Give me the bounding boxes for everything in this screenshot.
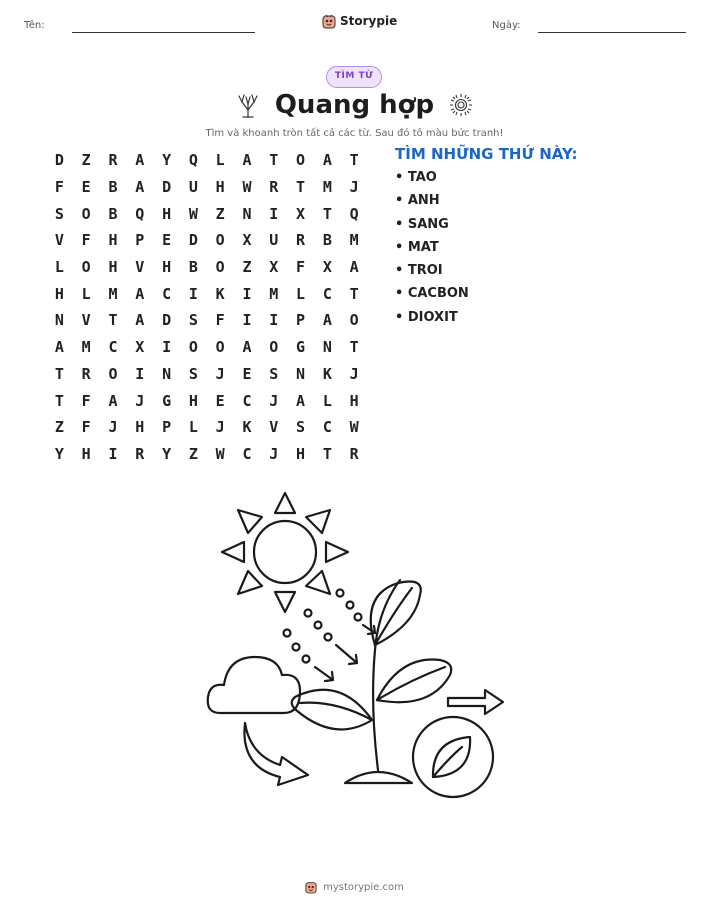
grid-letter[interactable]: H: [188, 391, 198, 410]
footer: [0, 880, 709, 894]
grid-letter[interactable]: F: [54, 178, 64, 197]
grid-letter[interactable]: A: [296, 391, 306, 410]
grid-row: [46, 307, 368, 334]
grid-letter[interactable]: B: [108, 178, 118, 197]
grid-letter[interactable]: F: [296, 258, 306, 277]
grid-letter[interactable]: D: [188, 231, 198, 250]
date-line[interactable]: [538, 32, 686, 33]
grid-letter[interactable]: Y: [162, 151, 172, 170]
grid-letter[interactable]: C: [108, 338, 118, 357]
grid-letter[interactable]: J: [135, 391, 145, 410]
grid-letter[interactable]: Q: [135, 204, 145, 223]
grid-letter[interactable]: C: [322, 418, 332, 437]
word-search-badge: TÌM TỪ: [326, 66, 382, 88]
grid-letter[interactable]: T: [269, 151, 279, 170]
grid-letter[interactable]: V: [269, 418, 279, 437]
grid-letter[interactable]: H: [135, 418, 145, 437]
sun-circle: [254, 521, 316, 583]
brand-logo: [322, 13, 397, 29]
grid-row: [46, 441, 368, 468]
grid-letter[interactable]: C: [162, 284, 172, 303]
grid-letter[interactable]: Q: [188, 151, 198, 170]
word-item: • CACBON: [395, 286, 469, 302]
grid-letter[interactable]: F: [81, 231, 91, 250]
grid-letter[interactable]: K: [322, 364, 332, 383]
grid-letter[interactable]: Y: [162, 444, 172, 463]
grid-letter[interactable]: R: [349, 444, 359, 463]
grid-letter[interactable]: F: [215, 311, 225, 330]
grid-letter[interactable]: V: [135, 258, 145, 277]
grid-letter[interactable]: L: [188, 418, 198, 437]
grid-row: [46, 174, 368, 201]
grid-letter[interactable]: M: [108, 284, 118, 303]
grid-letter[interactable]: E: [242, 364, 252, 383]
grid-letter[interactable]: W: [349, 418, 359, 437]
grid-row: [46, 254, 368, 281]
grid-letter[interactable]: C: [242, 391, 252, 410]
grid-letter[interactable]: I: [135, 364, 145, 383]
grid-letter[interactable]: S: [296, 418, 306, 437]
grid-letter[interactable]: F: [81, 418, 91, 437]
grid-letter[interactable]: T: [108, 311, 118, 330]
grid-letter[interactable]: H: [108, 258, 118, 277]
grid-letter[interactable]: B: [322, 231, 332, 250]
grid-letter[interactable]: Z: [81, 151, 91, 170]
grid-letter[interactable]: H: [54, 284, 64, 303]
grid-letter[interactable]: O: [81, 204, 91, 223]
grid-letter[interactable]: O: [296, 151, 306, 170]
grid-letter[interactable]: S: [269, 364, 279, 383]
grid-letter[interactable]: X: [322, 258, 332, 277]
grid-letter[interactable]: Y: [54, 444, 64, 463]
grid-letter[interactable]: L: [215, 151, 225, 170]
grid-row: [46, 414, 368, 441]
grid-letter[interactable]: A: [108, 391, 118, 410]
grid-letter[interactable]: R: [296, 231, 306, 250]
name-line[interactable]: [72, 32, 255, 33]
grid-letter[interactable]: G: [162, 391, 172, 410]
grid-letter[interactable]: T: [349, 151, 359, 170]
grid-letter[interactable]: J: [349, 364, 359, 383]
grid-letter[interactable]: O: [215, 338, 225, 357]
storypie-logo-icon: [322, 13, 336, 29]
grid-letter[interactable]: R: [108, 151, 118, 170]
word-item: • ANH: [395, 193, 440, 209]
grid-letter[interactable]: O: [269, 338, 279, 357]
grid-letter[interactable]: Z: [54, 418, 64, 437]
photosynthesis-illustration: [200, 485, 510, 810]
grid-letter[interactable]: W: [215, 444, 225, 463]
grid-letter[interactable]: O: [215, 258, 225, 277]
grid-letter[interactable]: P: [135, 231, 145, 250]
page-title: Quang hợp: [274, 90, 435, 120]
footer-url[interactable]: mystorypie.com: [323, 881, 404, 893]
grid-letter[interactable]: L: [54, 258, 64, 277]
grid-row: [46, 227, 368, 254]
grid-letter[interactable]: T: [349, 284, 359, 303]
grid-row: [46, 387, 368, 414]
grid-letter[interactable]: N: [296, 364, 306, 383]
grid-letter[interactable]: A: [135, 284, 145, 303]
grid-letter[interactable]: H: [215, 178, 225, 197]
grid-letter[interactable]: Z: [188, 444, 198, 463]
grid-letter[interactable]: O: [188, 338, 198, 357]
grid-letter[interactable]: R: [81, 364, 91, 383]
grid-letter[interactable]: L: [322, 391, 332, 410]
grid-letter[interactable]: E: [162, 231, 172, 250]
date-label: Ngày:: [492, 20, 521, 31]
word-search-grid: [46, 147, 368, 467]
grid-letter[interactable]: J: [269, 391, 279, 410]
grid-letter[interactable]: Z: [242, 258, 252, 277]
grid-letter[interactable]: L: [81, 284, 91, 303]
grid-letter[interactable]: F: [81, 391, 91, 410]
word-list: [395, 170, 469, 333]
grid-letter[interactable]: X: [135, 338, 145, 357]
grid-letter[interactable]: L: [296, 284, 306, 303]
grid-letter[interactable]: N: [322, 338, 332, 357]
grid-letter[interactable]: H: [162, 204, 172, 223]
grid-letter[interactable]: G: [296, 338, 306, 357]
grid-row: [46, 200, 368, 227]
grid-letter[interactable]: A: [322, 311, 332, 330]
grid-letter[interactable]: E: [215, 391, 225, 410]
grid-letter[interactable]: S: [54, 204, 64, 223]
grid-letter[interactable]: Z: [215, 204, 225, 223]
grid-letter[interactable]: J: [108, 418, 118, 437]
grid-letter[interactable]: I: [162, 338, 172, 357]
grid-letter[interactable]: O: [349, 311, 359, 330]
grid-letter[interactable]: M: [349, 231, 359, 250]
grid-letter[interactable]: H: [162, 258, 172, 277]
brand-name: Storypie: [340, 14, 398, 28]
grid-letter[interactable]: X: [242, 231, 252, 250]
grid-letter[interactable]: A: [54, 338, 64, 357]
grid-letter[interactable]: A: [135, 178, 145, 197]
grid-letter[interactable]: O: [215, 231, 225, 250]
grid-letter[interactable]: S: [188, 364, 198, 383]
word-item: • TAO: [395, 170, 437, 185]
grid-letter[interactable]: A: [135, 151, 145, 170]
grid-letter[interactable]: I: [188, 284, 198, 303]
grid-letter[interactable]: T: [54, 391, 64, 410]
grid-letter[interactable]: T: [322, 204, 332, 223]
grid-letter[interactable]: I: [269, 204, 279, 223]
grid-letter[interactable]: R: [135, 444, 145, 463]
grid-letter[interactable]: J: [349, 178, 359, 197]
grid-letter[interactable]: D: [162, 311, 172, 330]
grid-letter[interactable]: W: [188, 204, 198, 223]
grid-row: [46, 361, 368, 388]
grid-letter[interactable]: M: [269, 284, 279, 303]
storypie-logo-icon: [305, 880, 317, 894]
word-item: • DIOXIT: [395, 309, 458, 325]
grid-letter[interactable]: J: [215, 418, 225, 437]
grid-letter[interactable]: H: [349, 391, 359, 410]
grid-letter[interactable]: T: [54, 364, 64, 383]
grid-letter[interactable]: D: [162, 178, 172, 197]
grid-letter[interactable]: O: [81, 258, 91, 277]
grid-letter[interactable]: J: [215, 364, 225, 383]
grid-letter[interactable]: B: [108, 204, 118, 223]
grid-letter[interactable]: N: [54, 311, 64, 330]
grid-letter[interactable]: H: [108, 231, 118, 250]
grid-letter[interactable]: T: [349, 338, 359, 357]
grid-letter[interactable]: U: [188, 178, 198, 197]
grid-letter[interactable]: M: [322, 178, 332, 197]
grid-row: [46, 334, 368, 361]
grid-letter[interactable]: W: [242, 178, 252, 197]
instructions: Tìm và khoanh tròn tất cả các từ. Sau đó tô màu bức tranh!: [205, 128, 504, 139]
grid-letter[interactable]: I: [108, 444, 118, 463]
grid-letter[interactable]: X: [269, 258, 279, 277]
sun-icon: [448, 92, 474, 118]
word-item: • SANG: [395, 216, 449, 232]
word-item: • MAT: [395, 239, 439, 255]
grid-letter[interactable]: H: [81, 444, 91, 463]
find-list-title: TÌM NHỮNG THỨ NÀY:: [395, 145, 578, 163]
grid-letter[interactable]: R: [269, 178, 279, 197]
grid-letter[interactable]: V: [81, 311, 91, 330]
grid-letter[interactable]: A: [135, 311, 145, 330]
grid-letter[interactable]: P: [296, 311, 306, 330]
grid-letter[interactable]: N: [242, 204, 252, 223]
grid-letter[interactable]: K: [215, 284, 225, 303]
grid-letter[interactable]: E: [81, 178, 91, 197]
grid-letter[interactable]: P: [162, 418, 172, 437]
grid-letter[interactable]: O: [108, 364, 118, 383]
grid-letter[interactable]: T: [322, 444, 332, 463]
grid-letter[interactable]: D: [54, 151, 64, 170]
grid-letter[interactable]: Q: [349, 204, 359, 223]
grid-letter[interactable]: A: [242, 338, 252, 357]
coral-icon: [235, 92, 261, 118]
grid-letter[interactable]: C: [322, 284, 332, 303]
word-item: • TROI: [395, 263, 443, 279]
grid-row: [46, 280, 368, 307]
grid-letter[interactable]: A: [349, 258, 359, 277]
grid-letter[interactable]: U: [269, 231, 279, 250]
grid-letter[interactable]: I: [242, 284, 252, 303]
grid-row: [46, 147, 368, 174]
grid-letter[interactable]: C: [242, 444, 252, 463]
grid-letter[interactable]: V: [54, 231, 64, 250]
grid-letter[interactable]: I: [242, 311, 252, 330]
grid-letter[interactable]: M: [81, 338, 91, 357]
grid-letter[interactable]: X: [296, 204, 306, 223]
grid-letter[interactable]: B: [188, 258, 198, 277]
title-row: [0, 90, 709, 120]
grid-letter[interactable]: K: [242, 418, 252, 437]
grid-letter[interactable]: A: [242, 151, 252, 170]
grid-letter[interactable]: H: [296, 444, 306, 463]
grid-letter[interactable]: A: [322, 151, 332, 170]
name-label: Tên:: [24, 20, 45, 31]
grid-letter[interactable]: N: [162, 364, 172, 383]
grid-letter[interactable]: T: [296, 178, 306, 197]
grid-letter[interactable]: I: [269, 311, 279, 330]
grid-letter[interactable]: J: [269, 444, 279, 463]
grid-letter[interactable]: S: [188, 311, 198, 330]
